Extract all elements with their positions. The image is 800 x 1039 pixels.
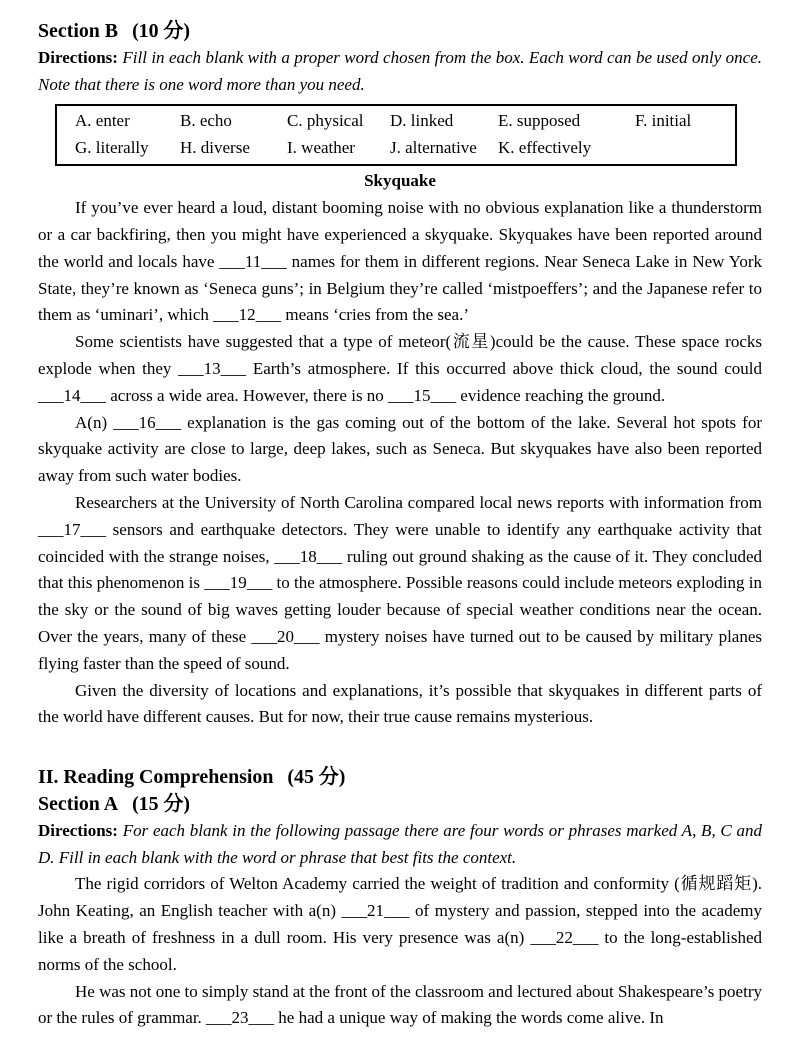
word-option-d: D. linked — [390, 111, 454, 131]
reading-comprehension-heading-label: II. Reading Comprehension — [38, 766, 274, 789]
reading-comprehension-heading — [38, 764, 762, 791]
section-a-directions — [38, 818, 762, 872]
word-bank-row-2 — [75, 134, 735, 161]
word-option-b: B. echo — [180, 111, 232, 131]
word-option-e: E. supposed — [498, 111, 581, 131]
word-option-a: A. enter — [75, 111, 130, 131]
directions-text: For each blank in the following passage there are four words or phrases marked A, B, C and D. Fill in each blank with the word or phrase that best fits the context. — [38, 820, 763, 867]
word-bank-row-1 — [75, 107, 735, 134]
directions-label: Directions: — [38, 820, 118, 840]
word-option-f: F. initial — [635, 111, 692, 131]
directions-text: Fill in each blank with a proper word chosen from the box. Each word can be used only once. Note that there is one word more than you need. — [38, 47, 763, 94]
section-b-heading-label: Section B — [38, 20, 119, 42]
skyquake-paragraph-3: A(n) ___16___ explanation is the gas coming out of the bottom of the lake. Several hot spots for skyquake activity are close to large, deep lakes, such as Seneca. But skyquakes have also been reported away from such water bodies. — [38, 412, 762, 486]
passage-title: Skyquake — [364, 171, 436, 191]
word-option-j: J. alternative — [390, 138, 477, 158]
word-option-h: H. diverse — [180, 138, 250, 158]
section-b-heading-points: (10 分) — [132, 20, 191, 42]
word-option-k: K. effectively — [498, 138, 592, 158]
welton-paragraph-2: He was not one to simply stand at the front of the classroom and lectured about Shakespeare’s poetry or the rules of grammar. ___23___ he had a unique way of making the words come alive. In — [38, 981, 762, 1028]
section-a-heading-points: (15 分) — [132, 792, 191, 815]
welton-paragraph-1: The rigid corridors of Welton Academy carried the weight of tradition and conformity (循规蹈矩). John Keating, an English teacher with a(n) ___21___ of mystery and passion, stepped into the academy like a breath of freshness in a dull room. His very presence was a(n) ___22___ to the long-established norms of the school. — [38, 874, 762, 974]
section-b-heading — [38, 18, 762, 45]
skyquake-paragraph-2: Some scientists have suggested that a type of meteor(流星)could be the cause. These space rocks explode when they ___13___ Earth’s atmosphere. If this occurred above thick cloud, the sound could ___14___ across a wide area. However, there is no ___15___ evidence reaching the ground. — [38, 332, 762, 405]
word-option-i: I. weather — [287, 138, 355, 158]
skyquake-paragraph-1: If you’ve ever heard a loud, distant booming noise with no obvious explanation like a thunderstorm or a car backfiring, then you might have experienced a skyquake. Skyquakes have been reported around the world and locals have ___11___ names for them in different regions. Near Seneca Lake in New York State, they’re known as ‘Seneca guns’; in Belgium they’re called ‘mistpoeffers’; and the Japanese refer to them as ‘uminari’, which ___12___ means ‘cries from the sea.’ — [38, 198, 762, 325]
section-b-directions — [38, 45, 762, 99]
skyquake-paragraph-4: Researchers at the University of North Carolina compared local news reports with information from ___17___ sensors and earthquake detectors. They were unable to identify any earthquake activity that coincided with the strange noises, ___18___ ruling out ground shaking as the cause of it. They concluded that this phenomenon is ___19___ to the atmosphere. Possible reasons could include meteors exploding in the sky or the sound of big waves getting louder because of special weather conditions near the ocean. Over the years, many of these ___20___ mystery noises have turned out to be caused by military planes flying faster than the speed of sound. — [38, 492, 762, 673]
word-option-g: G. literally — [75, 138, 149, 158]
skyquake-paragraph-5: Given the diversity of locations and explanations, it’s possible that skyquakes in different parts of the world have different causes. But for now, their true cause remains mysterious. — [38, 680, 762, 727]
reading-comprehension-heading-points: (45 分) — [287, 766, 346, 789]
word-option-c: C. physical — [287, 111, 364, 131]
section-a-heading-label: Section A — [38, 792, 119, 815]
directions-label: Directions: — [38, 47, 118, 67]
word-bank-box — [55, 104, 737, 166]
section-a-heading — [38, 791, 762, 818]
